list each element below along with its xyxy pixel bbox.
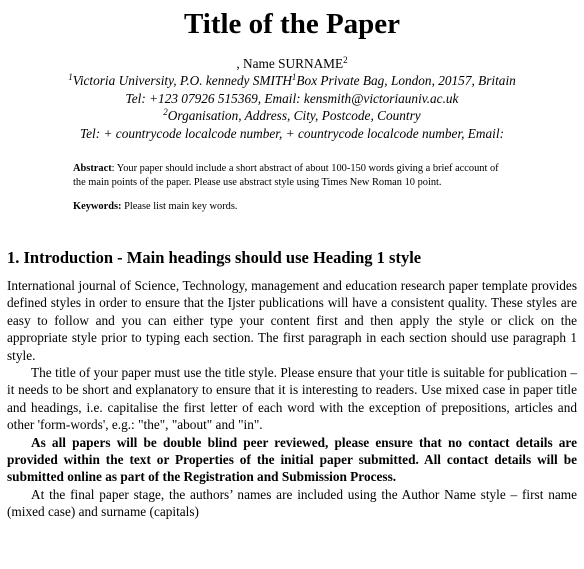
affiliation-2-contact: Tel: + countrycode localcode number, + countrycode localcode number, Email: [79,125,504,141]
paragraph-4: At the final paper stage, the authors’ names are included using the Author Name style – first name (mixed case) and surname (capitals) [7,486,577,520]
affiliation-2-text: Organisation, Address, City, Postcode, Country [167,108,421,124]
paragraph-2: The title of your paper must use the title style. Please ensure that your title is suitable for publication – it needs to be short and explanatory to ensure that it is interesting to readers. Use mixed case in paper title and headings, i.e. capitalise the first letter of each word with the exception of prepositions, articles and other 'form-words', e.g.: "the", "about" and "in". [7,365,577,433]
abstract-label: Abstract [73,163,112,174]
affiliation-1-text-a: Victoria University, P.O. kennedy SMITH [72,73,292,89]
author-name-line [0,55,584,72]
keywords-label: Keywords: [73,200,122,212]
affiliation-2-superscript: 2 [163,107,168,118]
keywords-text: Please list main key words. [121,200,238,212]
paper-title: Title of the Paper [183,8,401,40]
paragraph-1: International journal of Science, Technology, management and education research paper template provides defined styles in order to ensure that the Ijster publications will have a consistent quality. These styles are easy to follow and you can either type your content first and then apply the style or click on the appropriate style prior to typing each section. The first paragraph in each section should use paragraph 1 style. [7,278,577,363]
abstract-text: : Your paper should include a short abstract of about 100-150 words giving a brief account of the main points of the paper. Please use abstract style using Times New Roman 10 point. [73,163,499,188]
affiliation-2 [0,107,584,124]
author-name: , Name SURNAME [236,56,344,71]
abstract-paragraph [73,162,513,190]
author-name-superscript: 2 [343,55,348,65]
affiliation-1-text-b: Box Private Bag, London, 20157, Britain [296,73,516,89]
affiliation-1-contact: Tel: +123 07926 515369, Email: kensmith@victoriauniv.ac.uk [125,90,459,106]
keywords-paragraph [73,200,513,214]
section-heading-introduction: 1. Introduction - Main headings should use Heading 1 style [7,248,422,267]
section-body [7,277,577,521]
affiliation-1-superscript: 1 [68,72,73,83]
paragraph-3-bold-notice: As all papers will be double blind peer reviewed, please ensure that no contact details are provided within the text or Properties of the initial paper submitted. All contact details will be submitted online as part of the Registration and Submission Process. [7,434,577,485]
author-block [0,55,584,142]
affiliation-1-mid-superscript: 1 [291,72,297,83]
abstract-block [73,162,513,213]
affiliation-1 [0,72,584,89]
